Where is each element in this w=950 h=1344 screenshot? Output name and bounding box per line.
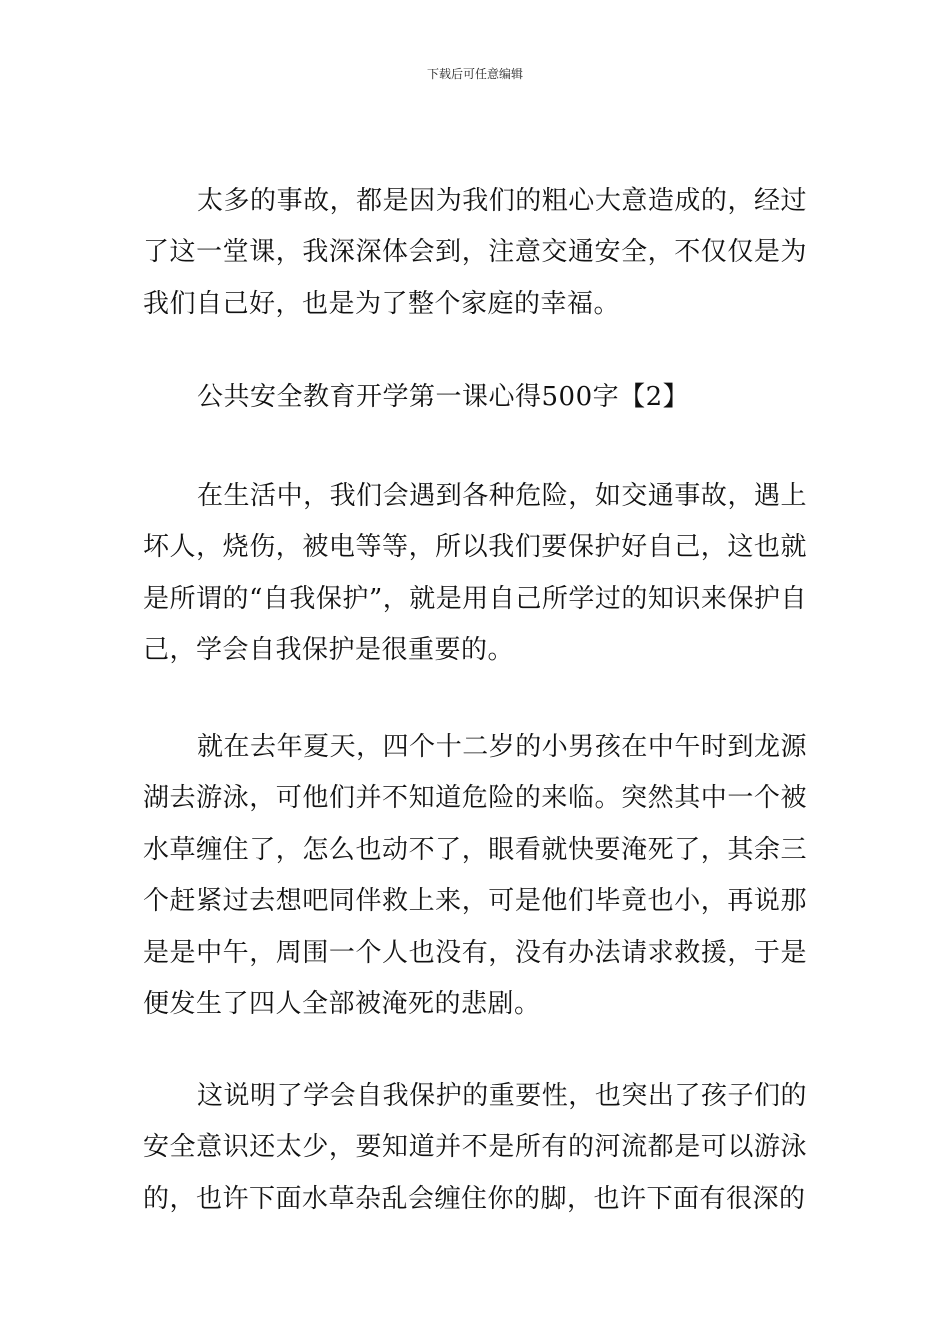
- page-header: 下载后可任意编辑: [426, 67, 523, 81]
- section-heading: 公共安全教育开学第一课心得500字【2】: [197, 382, 690, 412]
- paragraph-self-protection: 在生活中，我们会遇到各种危险，如交通事故，遇上坏人，烧伤，被电等等，所以我们要保护好自己，这也就是所谓的“自我保护”，就是用自己所学过的知识来保护自己，学会自我保护是很重要的。: [143, 481, 807, 666]
- paragraph-safety-awareness: 这说明了学会自我保护的重要性，也突出了孩子们的安全意识还太少，要知道并不是所有的河流都是可以游泳的，也许下面水草杂乱会缠住你的脚，也许下面有很深的: [143, 1081, 807, 1214]
- paragraph-accident-summary: 太多的事故，都是因为我们的粗心大意造成的，经过了这一堂课，我深深体会到，注意交通安全，不仅仅是为我们自己好，也是为了整个家庭的幸福。: [143, 186, 807, 319]
- paragraph-drowning-story: 就在去年夏天，四个十二岁的小男孩在中午时到龙源湖去游泳，可他们并不知道危险的来临。突然其中一个被水草缠住了，怎么也动不了，眼看就快要淹死了，其余三个赶紧过去想吧同伴救上来，可是他们毕竟也小，再说那是是中午，周围一个人也没有，没有办法请求救援，于是便发生了四人全部被淹死的悲剧。: [143, 732, 807, 1020]
